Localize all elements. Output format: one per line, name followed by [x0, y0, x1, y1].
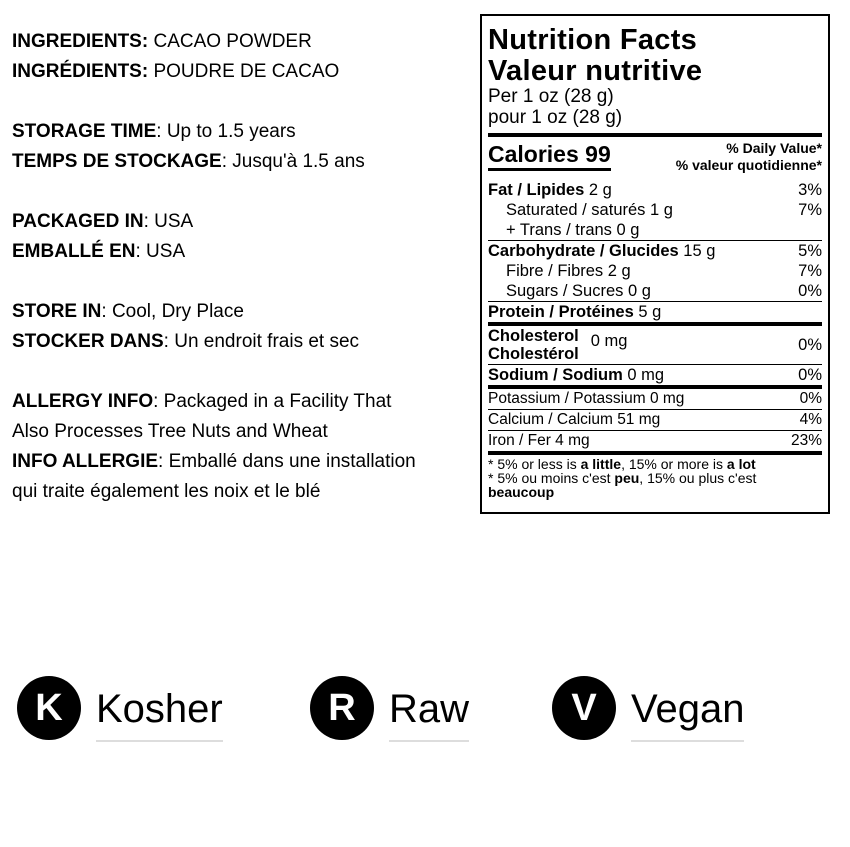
info-line: qui traite également les noix et le blé	[12, 481, 321, 502]
serving-en: Per 1 oz (28 g)	[488, 86, 614, 107]
title-en: Nutrition Facts	[488, 24, 698, 56]
potassium-row: Potassium / Potassium 0 mg 0%	[488, 390, 822, 407]
raw-icon: R	[310, 676, 374, 740]
info-line: STORE IN: Cool, Dry Place	[12, 301, 244, 322]
badge-label: Raw	[389, 684, 469, 742]
calcium-row: Calcium / Calcium 51 mg 4%	[488, 411, 822, 428]
info-line: INGRÉDIENTS: POUDRE DE CACAO	[12, 61, 340, 82]
dv-fr: % valeur quotidienne*	[675, 157, 822, 173]
info-line: INFO ALLERGIE: Emballé dans une installation	[12, 451, 416, 472]
calories-row	[488, 140, 822, 180]
footnote: * 5% or less is a little, 15% or more is a lot * 5% ou moins c'est peu, 15% ou plus c'est beaucoup	[488, 456, 757, 500]
carb-row: Carbohydrate / Glucides 15 g 5%	[488, 242, 822, 260]
info-line: STOCKER DANS: Un endroit frais et sec	[12, 331, 360, 352]
protein-row: Protein / Protéines 5 g	[488, 303, 662, 321]
saturated-row: Saturated / saturés 1 g 7%	[506, 201, 822, 219]
kosher-icon: K	[17, 676, 81, 740]
sodium-row: Sodium / Sodium 0 mg 0%	[488, 366, 822, 384]
info-line: Also Processes Tree Nuts and Wheat	[12, 421, 328, 442]
vegan-icon: V	[552, 676, 616, 740]
product-info	[12, 27, 416, 507]
calories: Calories 99	[488, 140, 611, 171]
fibre-row: Fibre / Fibres 2 g 7%	[506, 262, 822, 280]
info-line: ALLERGY INFO: Packaged in a Facility That	[12, 391, 392, 412]
dv-en: % Daily Value*	[726, 140, 822, 156]
fat-row: Fat / Lipides 2 g 3%	[488, 181, 822, 199]
serving-fr: pour 1 oz (28 g)	[488, 107, 623, 128]
title-fr: Valeur nutritive	[488, 55, 703, 87]
badge-kosher	[17, 674, 223, 742]
info-line: TEMPS DE STOCKAGE: Jusqu'à 1.5 ans	[12, 151, 365, 172]
badge-label: Kosher	[96, 684, 223, 742]
info-line: EMBALLÉ EN: USA	[12, 241, 186, 262]
trans-row: + Trans / trans 0 g	[506, 221, 640, 239]
iron-row: Iron / Fer 4 mg 23%	[488, 432, 822, 449]
info-line: PACKAGED IN: USA	[12, 211, 194, 232]
info-line: STORAGE TIME: Up to 1.5 years	[12, 121, 296, 142]
info-line: INGREDIENTS: CACAO POWDER	[12, 31, 312, 52]
badge-vegan	[552, 674, 744, 742]
sugars-row: Sugars / Sucres 0 g 0%	[506, 282, 822, 300]
badge-label: Vegan	[631, 684, 744, 742]
nutrition-facts-panel	[480, 14, 830, 514]
badge-raw	[310, 674, 469, 742]
cholesterol-row: Cholesterol Cholestérol 0 mg 0%	[488, 327, 822, 363]
